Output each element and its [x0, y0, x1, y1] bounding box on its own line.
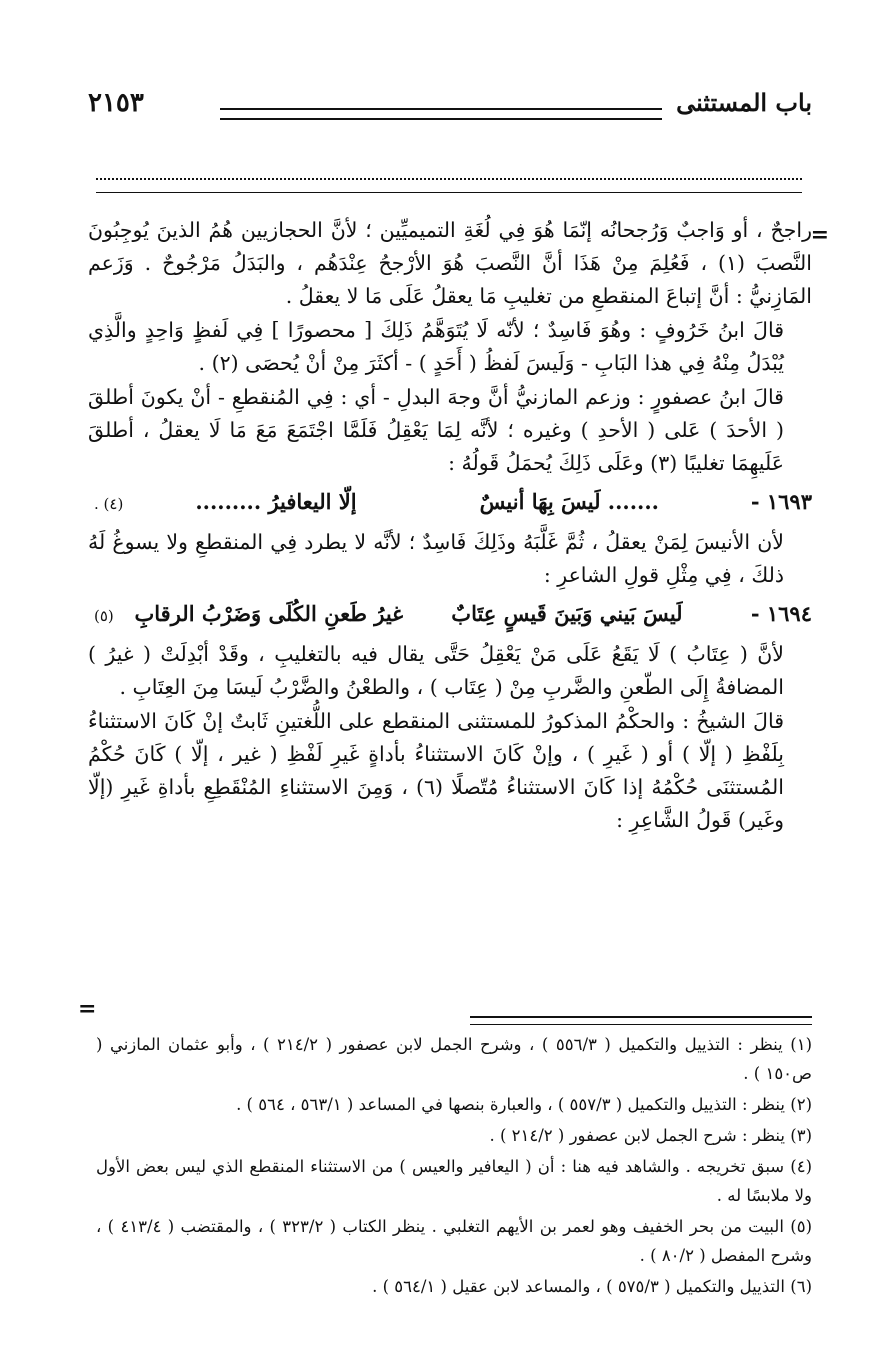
footnote-1: (١) ينظر : التذييل والتكميل ( ٥٥٦/٣ ) ، وشرح الجمل لابن عصفور ( ٢١٤/٢ ) ، وأبو عثمان المازني ( ص١٥٠ ) . — [96, 1035, 812, 1083]
continuation-mark-end: = — [78, 996, 97, 1022]
footnote-6: (٦) التذييل والتكميل ( ٥٧٥/٣ ) ، والمساعد لابن عقيل ( ٥٦٤/١ ) . — [372, 1277, 812, 1296]
page-number: ٢١٥٣ — [88, 88, 144, 118]
header-double-rule — [220, 108, 662, 120]
paragraph-4: لأن الأنيسَ لِمَنْ يعقلُ ، ثُمَّ غَلَّبَهُ وذَلِكَ فَاسِدٌ ؛ لأنَّه لا يطرد فِي المنقطعِ ولا يسوغُ لَهُ ذلكَ ، فِي مِثْلِ قولِ الشاعرِ : — [88, 530, 784, 587]
verse-number: ١٦٩٣ - — [750, 489, 812, 514]
footnote-3: (٣) ينظر : شرح الجمل لابن عصفور ( ٢١٤/٢ ) . — [489, 1126, 812, 1145]
footnote-5: (٥) البيت من بحر الخفيف وهو لعمر بن الأيهم التغلبي . ينظر الكتاب ( ٣٢٣/٢ ) ، والمقتضب ( ٤١٣/٤ ) ، وشرح المفصل ( ٨٠/٢ ) . — [96, 1217, 812, 1265]
footnote-2: (٢) ينظر : التذييل والتكميل ( ٥٥٧/٣ ) ، والعبارة بنصها في المساعد ( ٥٦٣/١ ، ٥٦٤ ) . — [236, 1095, 812, 1114]
footnote-rule — [470, 1016, 812, 1025]
verse-hemistich-1: لَيسَ بَيني وَبَينَ قَيسٍ عِتَابٌ — [451, 601, 683, 626]
verse-number: ١٦٩٤ - — [750, 601, 812, 626]
verse-hemistich-2: غيرُ طَعنِ الكُلَى وَضَرْبُ الرقابِ — [134, 601, 404, 626]
verse-hemistich-2: إلّا اليعافيرُ ......... — [195, 489, 357, 514]
verse-1694 — [88, 596, 812, 634]
paragraph-shaykh: قالَ الشيخُ : والحكْمُ المذكورُ للمستثنى المنقطع على اللُّغتينِ ثَابتٌ إنْ كَانَ الاستثناءُ بِلَفْظِ ( إلّا ) أو ( غَيرِ ) ، وإنْ كَانَ الاستثناءُ بأداةٍ غَيرِ لَفْظِ ( غير ، إلّا ) كَانَ حُكْمُ المُستثنَى حُكْمُهُ إذا كَانَ الاستثناءُ مُتّصلًا (٦) ، وَمِنَ الاستثناءِ المُنْقَطِعِ بأداةِ غَيرِ (إلّا وغَير) قَولُ الشَّاعِرِ : — [88, 709, 784, 832]
paragraph-1: راجحٌ ، أو وَاجبٌ وَرُجحانُه إنّمَا هُوَ فِي لُغَةِ التميميِّين ؛ لأنَّ الحجازيين هُمُ الذينَ يُوجِبُونَ النَّصبَ (١) ، فَعُلِمَ مِنْ هَذَا أنَّ النَّصبَ هُوَ الأرْجحُ عِنْدَهُم ، والبَدَلُ مَرْجُوحٌ . وَزَعم المَازِنيُّ : أنَّ إتباعَ المنقطعِ من تغليبِ مَا يعقلُ عَلَى مَا لا يعقلُ . — [88, 218, 812, 308]
paragraph-ibn-kharuf: قالَ ابنُ خَرُوفٍ : وهُوَ فَاسِدٌ ؛ لأنّه لَا يُتَوَهَّمُ ذَلِكَ [ محصورًا ] فِي لَفظٍ وَاحِدٍ والَّذِي يُبْدَلُ مِنْهُ فِي هذا البَابِ - وَلَيسَ لَفظُ ( أَحَدٍ ) - أكثَرَ مِنْ أنْ يُحصَى (٢) . — [88, 318, 784, 375]
paragraph-ibn-usfur: قالَ ابنُ عصفورٍ : وزعم المازنيُّ أنَّ وجهَ البدلِ - أي : فِي المُنقطعِ - أنْ يكونَ أطلقَ ( الأحدَ ) عَلى ( الأحدِ ) وغيره ؛ لأنَّه لِمَا يَعْقِلُ فَلَمَّا اجْتَمَعَ مَعَ مَا لَا يعقلُ ، أطلقَ عَلَيهِمَا تغليبًا (٣) وعَلَى ذَلِكَ يُحمَلُ قَولُهُ : — [88, 385, 784, 475]
verse-hemistich-1: ....... لَيسَ بِهَا أنيسٌ — [479, 489, 659, 514]
page-header — [88, 88, 812, 128]
paragraph-5: لأنَّ ( عِتَابُ ) لَا يَقَعُ عَلَى مَنْ يَعْقِلُ حَتَّى يقال فيه بالتغليبِ ، وقَدْ أبْدِلَتْ ( غيرُ ) المضافةُ إِلَى الطّعنِ والضَّربِ مِنْ ( عِتَاب ) ، والطعْنُ والضَّرْبُ لَيسَا مِنَ العِتَابِ . — [88, 642, 784, 699]
top-rule — [96, 192, 802, 193]
footnote-ref: (٥) — [94, 607, 114, 625]
footnote-ref: (٤) . — [94, 495, 124, 513]
verse-1693 — [88, 484, 812, 522]
footnote-4: (٤) سبق تخريجه . والشاهد فيه هنا : أن ( اليعافير والعيس ) من الاستثناء المنقطع الذي ليس بعض الأول ولا ملابسًا له . — [96, 1157, 812, 1205]
continuation-mark-start: = — [810, 222, 829, 248]
chapter-title: باب المستثنى — [676, 88, 812, 117]
footnotes — [96, 1030, 812, 1303]
dotted-separator — [96, 168, 802, 180]
main-text — [88, 214, 812, 837]
